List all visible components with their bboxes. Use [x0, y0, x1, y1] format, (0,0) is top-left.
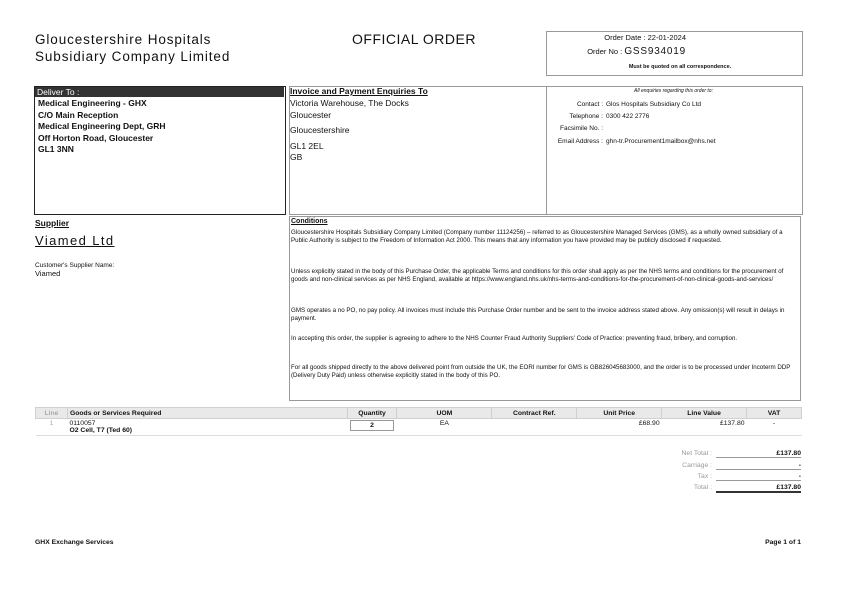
invoice-line: GB — [290, 152, 303, 162]
conditions-paragraph: Unless explicitly stated in the body of this Purchase Order, the applicable Terms and conditions for this order shall apply as per the NHS terms and conditions for the procurement of goods and non-clinical services as per NHS England, available at https://www.england.nhs.uk/nhs-terms-and-conditions-for-the-procurement-of-non-clinical-goods-and-services/ — [291, 268, 784, 283]
supplier-name: Viamed Ltd — [35, 233, 115, 248]
page-number: Page 1 of 1 — [765, 539, 801, 546]
column-header-uom: UOM — [397, 408, 492, 419]
row-contract-ref — [492, 419, 577, 436]
row-line-value: £137.80 — [662, 419, 747, 436]
row-item-description: O2 Cell, T7 (Ted 60) — [69, 427, 133, 434]
enquiries-note: All enquiries regarding this order to: — [634, 88, 713, 94]
invoice-line: Gloucestershire — [290, 125, 350, 135]
invoice-heading: Invoice and Payment Enquiries To — [290, 86, 428, 96]
grand-total-label: Total : — [693, 484, 712, 491]
row-vat: - — [747, 419, 802, 436]
telephone-label: Telephone : — [569, 113, 603, 120]
tax-value: - — [716, 473, 801, 481]
column-header-contract-ref: Contract Ref. — [492, 408, 577, 419]
deliver-line: Off Horton Road, Gloucester — [38, 132, 154, 143]
column-header-line: Line — [36, 408, 68, 419]
quote-note: Must be quoted on all correspondence. — [628, 64, 732, 70]
net-total-label: Net Total : — [681, 450, 712, 457]
row-goods-cell — [67, 419, 347, 436]
conditions-paragraph: In accepting this order, the supplier is agreeing to adhere to the NHS Counter Fraud Authority Suppliers' Code of Practice: preventing fraud, bribery, and corruption. — [291, 335, 738, 342]
table-row — [36, 419, 802, 436]
deliver-line: Medical Engineering Dept, GRH — [38, 121, 166, 131]
fax-label: Facsimile No. : — [560, 125, 603, 132]
company-name — [35, 31, 230, 65]
supplier-heading: Supplier — [35, 218, 70, 228]
deliver-line: Medical Engineering - GHX — [38, 98, 147, 108]
customer-supplier-label: Customer's Supplier Name: — [35, 262, 115, 269]
deliver-line: GL1 3NN — [38, 144, 74, 154]
column-header-quantity: Quantity — [347, 408, 397, 419]
conditions-paragraph: For all goods shipped directly to the above delivered point from outside the UK, the EORI number for GMS is GB826045683000, and the order is to be processed under Incoterm DDP (Delivery Duty Paid) unless otherwise explicitly stated in the body of this PO. — [291, 364, 791, 379]
order-number-label: Order No : — [587, 47, 623, 56]
order-date-row — [546, 33, 686, 42]
column-header-vat: VAT — [747, 408, 802, 419]
invoice-address — [290, 98, 409, 164]
invoice-line: Gloucester — [290, 109, 332, 120]
row-unit-price: £68.90 — [577, 419, 662, 436]
column-header-line-value: Line Value — [662, 408, 747, 419]
order-date-label: Order Date : — [604, 33, 646, 42]
row-uom: EA — [397, 419, 492, 436]
footer-service-name: GHX Exchange Services — [35, 539, 114, 546]
table-header-row — [36, 408, 802, 419]
company-name-line2: Subsidiary Company Limited — [35, 49, 231, 64]
row-quantity: 2 — [350, 420, 393, 431]
email-value: ghn-tr.Procurement1mailbox@nhs.net — [606, 138, 716, 145]
order-lines-table — [35, 407, 802, 436]
invoice-line: Victoria Warehouse, The Docks — [290, 98, 409, 108]
column-header-unit-price: Unit Price — [577, 408, 662, 419]
column-header-goods: Goods or Services Required — [67, 408, 347, 419]
conditions-paragraph: Gloucestershire Hospitals Subsidiary Company Limited (Company number 11124256) – referred to as Gloucestershire Managed Services (GMS), as a wholly owned subsidiary of a Public Authority is subject to the Freedom of Information Act 2000. This means that any information you have provided may be publicly disclosed if requested. — [291, 229, 783, 244]
contact-label: Contact : — [576, 101, 603, 108]
email-label: Email Address : — [557, 138, 603, 145]
carriage-label: Carriage : — [682, 462, 712, 469]
order-number-row — [546, 46, 686, 57]
conditions-paragraph: GMS operates a no PO, no pay policy. All invoices must include this Purchase Order number and be sent to the invoice address stated above. Any omission(s) will result in delays in payment. — [291, 307, 785, 322]
telephone-value: 0300 422 2776 — [606, 113, 650, 120]
carriage-value: - — [716, 462, 801, 470]
row-quantity-cell — [347, 419, 397, 436]
order-number-value: GSS934019 — [624, 46, 686, 57]
deliver-to-heading: Deliver To : — [35, 87, 284, 97]
row-line-number: 1 — [36, 419, 68, 436]
customer-supplier-value: Viamed — [35, 269, 61, 278]
row-item-code: 0110057 — [69, 420, 96, 427]
company-name-line1: Gloucestershire Hospitals — [35, 32, 212, 47]
contact-value: Glos Hospitals Subsidiary Co Ltd — [606, 101, 702, 108]
grand-total-value: £137.80 — [716, 484, 801, 493]
deliver-to-address — [38, 98, 166, 156]
document-title: OFFICIAL ORDER — [352, 31, 476, 47]
order-date-value: 22-01-2024 — [647, 33, 686, 42]
deliver-line: C/O Main Reception — [38, 109, 119, 120]
tax-label: Tax : — [697, 473, 712, 480]
invoice-line: GL1 2EL — [290, 140, 324, 151]
conditions-heading: Conditions — [291, 218, 328, 225]
net-total-value: £137.80 — [716, 450, 801, 458]
